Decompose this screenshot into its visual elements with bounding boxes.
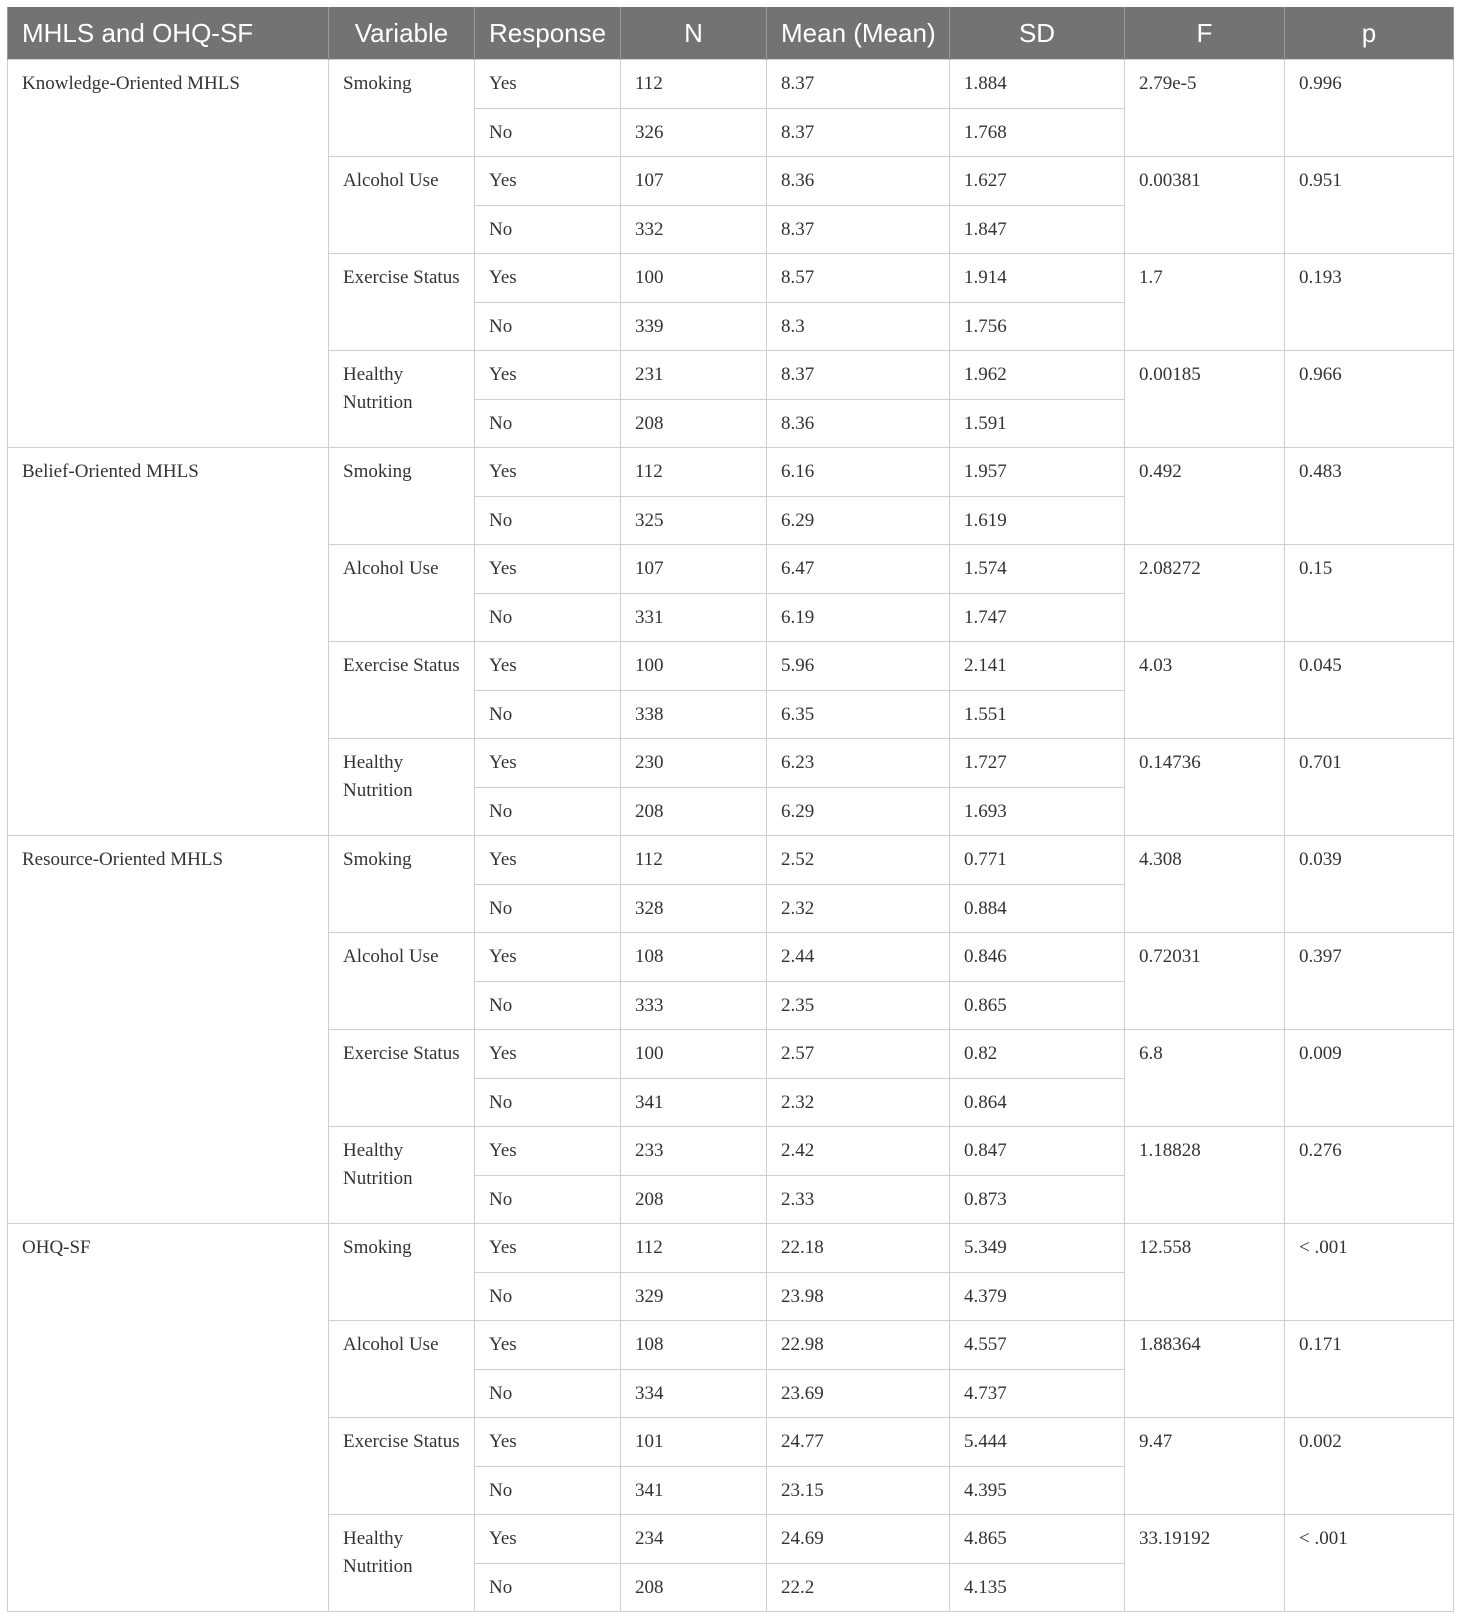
sd-cell: 1.551	[950, 690, 1125, 739]
response-cell: Yes	[475, 1127, 621, 1176]
table-row	[8, 60, 1454, 109]
n-cell: 230	[621, 739, 767, 788]
n-cell: 338	[621, 690, 767, 739]
n-cell: 341	[621, 1078, 767, 1127]
mean-cell: 2.35	[767, 981, 950, 1030]
response-cell: Yes	[475, 739, 621, 788]
f-statistic-cell: 33.19192	[1125, 1515, 1285, 1612]
sd-cell: 0.771	[950, 836, 1125, 885]
header-cell: SD	[950, 7, 1125, 60]
p-value-cell: 0.171	[1285, 1321, 1454, 1418]
header-cell: Mean (Mean)	[767, 7, 950, 60]
n-cell: 107	[621, 157, 767, 206]
response-cell: Yes	[475, 642, 621, 691]
sd-cell: 4.557	[950, 1321, 1125, 1370]
sd-cell: 0.865	[950, 981, 1125, 1030]
sd-cell: 1.747	[950, 593, 1125, 642]
n-cell: 208	[621, 787, 767, 836]
response-cell: No	[475, 787, 621, 836]
sd-cell: 1.693	[950, 787, 1125, 836]
mean-cell: 22.98	[767, 1321, 950, 1370]
header-row	[8, 7, 1454, 60]
mean-cell: 2.32	[767, 1078, 950, 1127]
response-cell: Yes	[475, 254, 621, 303]
f-statistic-cell: 0.00185	[1125, 351, 1285, 448]
response-cell: No	[475, 108, 621, 157]
sd-cell: 0.864	[950, 1078, 1125, 1127]
response-cell: No	[475, 205, 621, 254]
mean-cell: 23.98	[767, 1272, 950, 1321]
variable-name-cell: Healthy Nutrition	[329, 351, 475, 448]
p-value-cell: 0.039	[1285, 836, 1454, 933]
response-cell: Yes	[475, 60, 621, 109]
response-cell: Yes	[475, 1418, 621, 1467]
mean-cell: 8.57	[767, 254, 950, 303]
results-table	[7, 7, 1454, 1612]
sd-cell: 1.619	[950, 496, 1125, 545]
variable-name-cell: Smoking	[329, 60, 475, 157]
f-statistic-cell: 1.88364	[1125, 1321, 1285, 1418]
response-cell: No	[475, 884, 621, 933]
n-cell: 108	[621, 1321, 767, 1370]
response-cell: Yes	[475, 1030, 621, 1079]
p-value-cell: 0.483	[1285, 448, 1454, 545]
n-cell: 208	[621, 399, 767, 448]
n-cell: 108	[621, 933, 767, 982]
mean-cell: 6.16	[767, 448, 950, 497]
mean-cell: 6.35	[767, 690, 950, 739]
response-cell: Yes	[475, 351, 621, 400]
sd-cell: 0.884	[950, 884, 1125, 933]
table-row	[8, 1224, 1454, 1273]
mean-cell: 22.2	[767, 1563, 950, 1612]
n-cell: 112	[621, 836, 767, 885]
n-cell: 339	[621, 302, 767, 351]
p-value-cell: < .001	[1285, 1515, 1454, 1612]
n-cell: 208	[621, 1563, 767, 1612]
f-statistic-cell: 0.492	[1125, 448, 1285, 545]
response-cell: No	[475, 1175, 621, 1224]
sd-cell: 2.141	[950, 642, 1125, 691]
table-row	[8, 836, 1454, 885]
header-cell: Response	[475, 7, 621, 60]
header-cell: MHLS and OHQ-SF	[8, 7, 329, 60]
mean-cell: 8.37	[767, 108, 950, 157]
p-value-cell: < .001	[1285, 1224, 1454, 1321]
n-cell: 100	[621, 642, 767, 691]
header-cell: F	[1125, 7, 1285, 60]
p-value-cell: 0.966	[1285, 351, 1454, 448]
mean-cell: 8.37	[767, 60, 950, 109]
sd-cell: 1.847	[950, 205, 1125, 254]
mean-cell: 5.96	[767, 642, 950, 691]
n-cell: 208	[621, 1175, 767, 1224]
response-cell: No	[475, 1369, 621, 1418]
variable-name-cell: Healthy Nutrition	[329, 1127, 475, 1224]
variable-name-cell: Exercise Status	[329, 642, 475, 739]
sd-cell: 0.846	[950, 933, 1125, 982]
sd-cell: 1.756	[950, 302, 1125, 351]
n-cell: 101	[621, 1418, 767, 1467]
mean-cell: 2.44	[767, 933, 950, 982]
f-statistic-cell: 1.18828	[1125, 1127, 1285, 1224]
variable-name-cell: Healthy Nutrition	[329, 1515, 475, 1612]
mean-cell: 6.23	[767, 739, 950, 788]
mean-cell: 2.52	[767, 836, 950, 885]
mean-cell: 2.33	[767, 1175, 950, 1224]
n-cell: 333	[621, 981, 767, 1030]
mean-cell: 2.57	[767, 1030, 950, 1079]
sd-cell: 0.82	[950, 1030, 1125, 1079]
group-name-cell: Resource-Oriented MHLS	[8, 836, 329, 1224]
f-statistic-cell: 0.72031	[1125, 933, 1285, 1030]
sd-cell: 4.135	[950, 1563, 1125, 1612]
sd-cell: 1.727	[950, 739, 1125, 788]
mean-cell: 22.18	[767, 1224, 950, 1273]
variable-name-cell: Smoking	[329, 448, 475, 545]
n-cell: 334	[621, 1369, 767, 1418]
mean-cell: 8.36	[767, 399, 950, 448]
n-cell: 331	[621, 593, 767, 642]
table-row	[8, 448, 1454, 497]
mean-cell: 23.15	[767, 1466, 950, 1515]
mean-cell: 2.42	[767, 1127, 950, 1176]
response-cell: Yes	[475, 1224, 621, 1273]
sd-cell: 4.737	[950, 1369, 1125, 1418]
mean-cell: 6.47	[767, 545, 950, 594]
header-cell: N	[621, 7, 767, 60]
variable-name-cell: Healthy Nutrition	[329, 739, 475, 836]
sd-cell: 1.914	[950, 254, 1125, 303]
f-statistic-cell: 12.558	[1125, 1224, 1285, 1321]
n-cell: 112	[621, 60, 767, 109]
variable-name-cell: Alcohol Use	[329, 933, 475, 1030]
variable-name-cell: Exercise Status	[329, 1418, 475, 1515]
mean-cell: 23.69	[767, 1369, 950, 1418]
p-value-cell: 0.996	[1285, 60, 1454, 157]
variable-name-cell: Exercise Status	[329, 1030, 475, 1127]
n-cell: 100	[621, 254, 767, 303]
variable-name-cell: Exercise Status	[329, 254, 475, 351]
p-value-cell: 0.701	[1285, 739, 1454, 836]
n-cell: 332	[621, 205, 767, 254]
header-cell: Variable	[329, 7, 475, 60]
group-name-cell: Belief-Oriented MHLS	[8, 448, 329, 836]
f-statistic-cell: 4.03	[1125, 642, 1285, 739]
variable-name-cell: Alcohol Use	[329, 545, 475, 642]
n-cell: 328	[621, 884, 767, 933]
sd-cell: 5.349	[950, 1224, 1125, 1273]
sd-cell: 1.957	[950, 448, 1125, 497]
mean-cell: 8.3	[767, 302, 950, 351]
response-cell: No	[475, 690, 621, 739]
group-name-cell: Knowledge-Oriented MHLS	[8, 60, 329, 448]
table-body	[8, 60, 1454, 1612]
sd-cell: 0.847	[950, 1127, 1125, 1176]
response-cell: Yes	[475, 1321, 621, 1370]
response-cell: No	[475, 1272, 621, 1321]
response-cell: No	[475, 1078, 621, 1127]
sd-cell: 1.962	[950, 351, 1125, 400]
n-cell: 325	[621, 496, 767, 545]
n-cell: 112	[621, 1224, 767, 1273]
mean-cell: 6.29	[767, 496, 950, 545]
mean-cell: 2.32	[767, 884, 950, 933]
response-cell: No	[475, 1563, 621, 1612]
mean-cell: 8.37	[767, 205, 950, 254]
sd-cell: 1.591	[950, 399, 1125, 448]
n-cell: 233	[621, 1127, 767, 1176]
p-value-cell: 0.002	[1285, 1418, 1454, 1515]
response-cell: Yes	[475, 1515, 621, 1564]
response-cell: No	[475, 981, 621, 1030]
group-name-cell: OHQ-SF	[8, 1224, 329, 1612]
results-table-container	[7, 7, 1453, 1612]
mean-cell: 24.69	[767, 1515, 950, 1564]
response-cell: No	[475, 302, 621, 351]
response-cell: Yes	[475, 157, 621, 206]
mean-cell: 6.19	[767, 593, 950, 642]
p-value-cell: 0.276	[1285, 1127, 1454, 1224]
mean-cell: 6.29	[767, 787, 950, 836]
response-cell: No	[475, 593, 621, 642]
p-value-cell: 0.397	[1285, 933, 1454, 1030]
mean-cell: 24.77	[767, 1418, 950, 1467]
sd-cell: 5.444	[950, 1418, 1125, 1467]
p-value-cell: 0.045	[1285, 642, 1454, 739]
sd-cell: 0.873	[950, 1175, 1125, 1224]
p-value-cell: 0.15	[1285, 545, 1454, 642]
n-cell: 112	[621, 448, 767, 497]
f-statistic-cell: 4.308	[1125, 836, 1285, 933]
sd-cell: 4.865	[950, 1515, 1125, 1564]
f-statistic-cell: 2.08272	[1125, 545, 1285, 642]
response-cell: No	[475, 1466, 621, 1515]
n-cell: 341	[621, 1466, 767, 1515]
variable-name-cell: Smoking	[329, 1224, 475, 1321]
sd-cell: 1.627	[950, 157, 1125, 206]
sd-cell: 1.768	[950, 108, 1125, 157]
n-cell: 234	[621, 1515, 767, 1564]
header-cell: p	[1285, 7, 1454, 60]
response-cell: Yes	[475, 933, 621, 982]
n-cell: 231	[621, 351, 767, 400]
mean-cell: 8.36	[767, 157, 950, 206]
n-cell: 100	[621, 1030, 767, 1079]
n-cell: 329	[621, 1272, 767, 1321]
variable-name-cell: Alcohol Use	[329, 1321, 475, 1418]
f-statistic-cell: 2.79e-5	[1125, 60, 1285, 157]
sd-cell: 4.379	[950, 1272, 1125, 1321]
variable-name-cell: Smoking	[329, 836, 475, 933]
sd-cell: 1.574	[950, 545, 1125, 594]
p-value-cell: 0.951	[1285, 157, 1454, 254]
f-statistic-cell: 1.7	[1125, 254, 1285, 351]
variable-name-cell: Alcohol Use	[329, 157, 475, 254]
f-statistic-cell: 6.8	[1125, 1030, 1285, 1127]
response-cell: No	[475, 399, 621, 448]
sd-cell: 1.884	[950, 60, 1125, 109]
f-statistic-cell: 0.00381	[1125, 157, 1285, 254]
f-statistic-cell: 0.14736	[1125, 739, 1285, 836]
response-cell: Yes	[475, 448, 621, 497]
table-header	[8, 7, 1454, 60]
mean-cell: 8.37	[767, 351, 950, 400]
f-statistic-cell: 9.47	[1125, 1418, 1285, 1515]
p-value-cell: 0.009	[1285, 1030, 1454, 1127]
sd-cell: 4.395	[950, 1466, 1125, 1515]
response-cell: Yes	[475, 545, 621, 594]
p-value-cell: 0.193	[1285, 254, 1454, 351]
n-cell: 326	[621, 108, 767, 157]
response-cell: No	[475, 496, 621, 545]
n-cell: 107	[621, 545, 767, 594]
response-cell: Yes	[475, 836, 621, 885]
